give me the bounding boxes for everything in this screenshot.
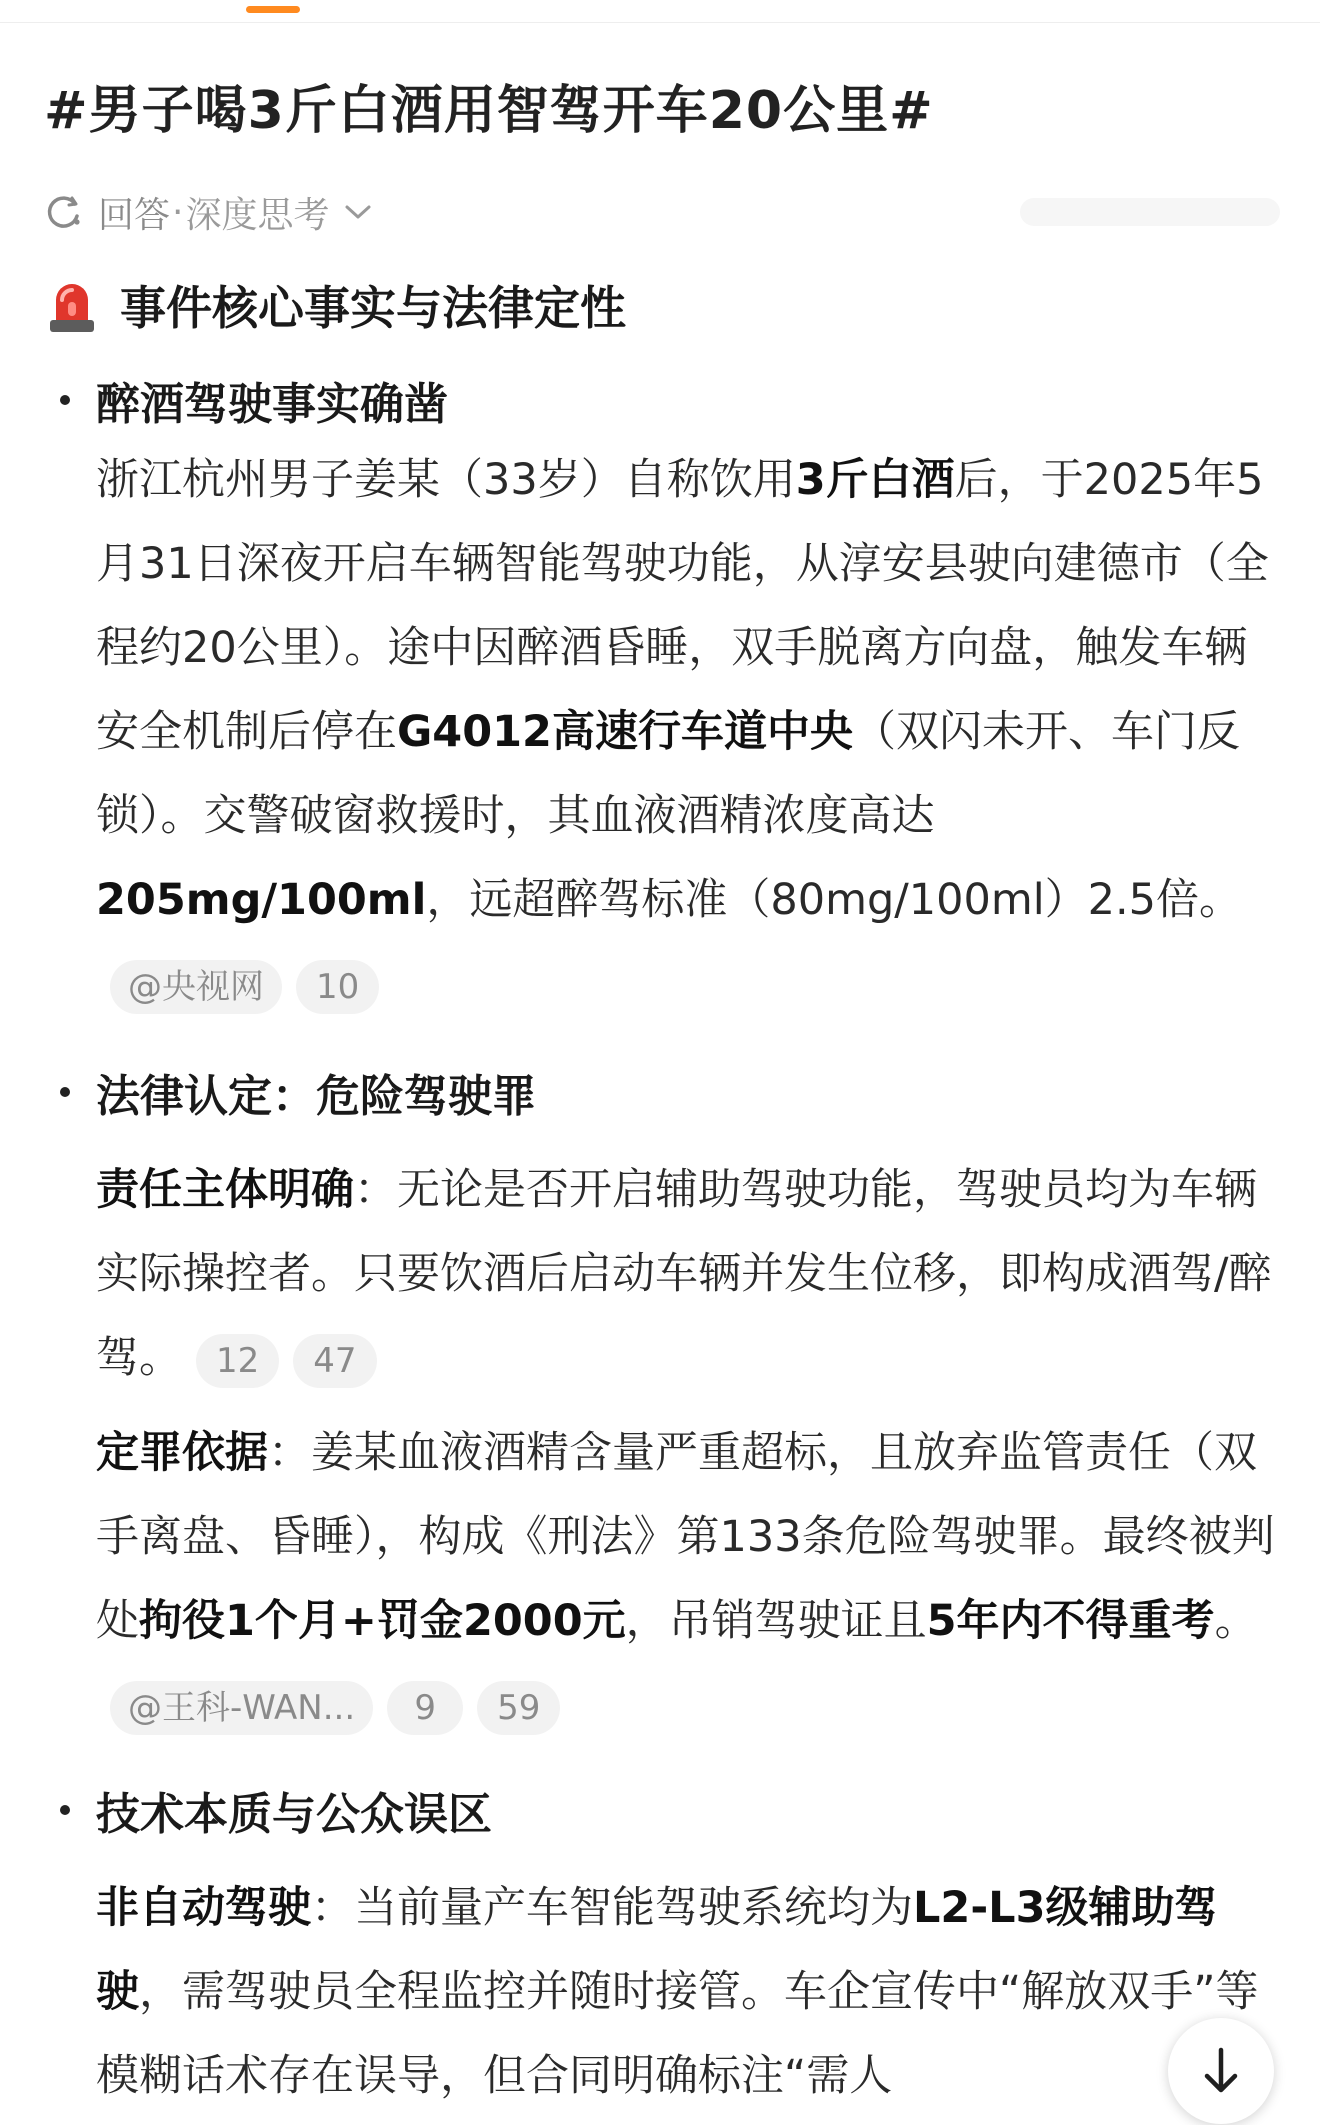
text-segment: 。 (1214, 1596, 1258, 1646)
answer-separator: · (172, 191, 184, 233)
bold-segment: 3斤白酒 (795, 455, 955, 505)
page-title: #男子喝3斤白酒用智驾开车20公里# (44, 81, 934, 141)
bullet-dot (60, 1805, 70, 1815)
text-segment: ： (311, 1883, 354, 1933)
text-segment: ： (354, 1165, 397, 1215)
bold-label: 非自动驾驶 (96, 1883, 311, 1933)
citation-count-chip[interactable]: 59 (477, 1681, 560, 1735)
refresh-spark-icon (44, 192, 84, 232)
bold-segment: 5年内不得重考 (926, 1596, 1215, 1646)
text-segment: ： (268, 1428, 311, 1478)
section-heading (46, 272, 626, 338)
paragraph-not-autonomous (96, 1866, 1276, 2118)
citation-count-chip[interactable]: 47 (293, 1334, 376, 1388)
faded-placeholder-bar (1020, 198, 1280, 226)
text-segment: ，远超醉驾标准（80mg/100ml）2.5倍。 (426, 875, 1243, 925)
siren-icon (46, 276, 98, 334)
answer-mode-label: 深度思考 (185, 194, 330, 236)
bold-segment: L2-L3级辅助驾驶 (96, 1883, 1218, 2017)
bold-label: 责任主体明确 (96, 1165, 354, 1215)
active-tab-indicator (246, 6, 300, 13)
top-tab-bar (0, 0, 1320, 23)
chevron-down-icon[interactable] (343, 201, 373, 223)
source-chip[interactable]: @王科-WAN... (110, 1681, 373, 1735)
bullet-dot (60, 395, 70, 405)
paragraph-responsibility (96, 1148, 1276, 1400)
citation-count-chip[interactable]: 12 (196, 1334, 279, 1388)
citation-count-chip[interactable]: 10 (296, 960, 379, 1014)
text-segment: ，吊销驾驶证且 (625, 1596, 927, 1646)
paragraph-drunk-driving-facts (96, 438, 1276, 1026)
citation-count-chip[interactable]: 9 (387, 1681, 463, 1735)
text-segment: 当前量产车智能驾驶系统均为 (354, 1883, 913, 1933)
source-chip[interactable]: @央视网 (110, 960, 282, 1014)
text-segment: 无论是否开启辅助驾驶功能，驾驶员均为车辆实际操控者。只要饮酒后启动车辆并发生位移，即构成酒驾/醉驾。 (96, 1165, 1272, 1383)
scroll-to-bottom-button[interactable] (1168, 2018, 1274, 2124)
bullet-dot (60, 1087, 70, 1097)
bold-segment: 205mg/100ml (96, 875, 427, 925)
bullet-title-tech-misconception: 技术本质与公众误区 (96, 1789, 492, 1840)
text-segment: 浙江杭州男子姜某（33岁）自称饮用 (96, 455, 796, 505)
paragraph-conviction-basis (96, 1411, 1276, 1747)
text-segment: ，需驾驶员全程监控并随时接管。车企宣传中“解放双手”等模糊话术存在误导，但合同明确标注“需人 (96, 1967, 1259, 2101)
text-segment: 后，于2025年5月31日深夜开启车辆智能驾驶功能，从淳安县驶向建德市（全程约20公里）。途中因醉酒昏睡，双手脱离方向盘，触发车辆安全机制后停在 (96, 455, 1269, 757)
bullet-title-legal-ruling: 法律认定：危险驾驶罪 (96, 1071, 536, 1122)
text-segment: 姜某血液酒精含量严重超标，且放弃监管责任（双手离盘、昏睡），构成《刑法》第133条危险驾驶罪。最终被判处 (96, 1428, 1275, 1646)
arrow-down-icon (1199, 2046, 1243, 2096)
bullet-title-drunk-driving: 醉酒驾驶事实确凿 (96, 379, 448, 430)
section-title: 事件核心事实与法律定性 (120, 281, 626, 335)
answer-mode-toggle[interactable] (44, 190, 373, 234)
answer-label: 回答 (98, 194, 171, 236)
bold-segment: G4012高速行车道中央 (397, 707, 853, 757)
bold-segment: 拘役1个月+罚金2000元 (139, 1596, 626, 1646)
text-segment: （双闪未开、车门反锁）。交警破窗救援时，其血液酒精浓度高达 (96, 707, 1240, 841)
bold-label: 定罪依据 (96, 1428, 268, 1478)
